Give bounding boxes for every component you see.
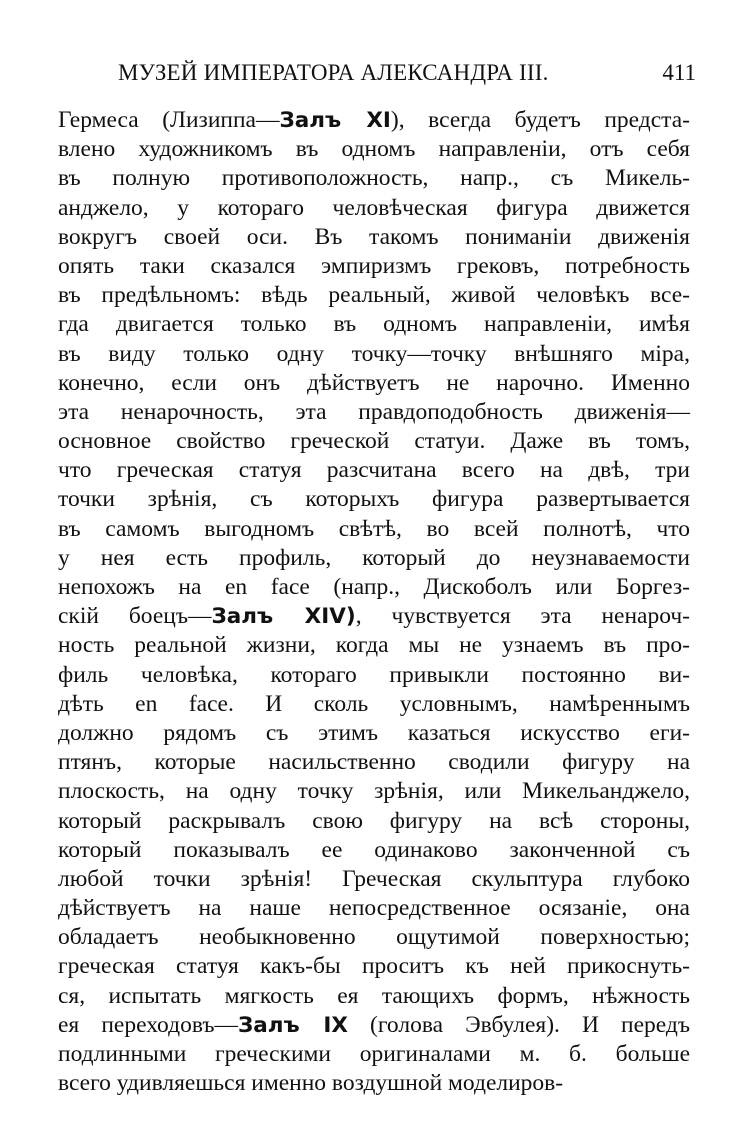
text-line	[58, 398, 690, 427]
text-run: обладаетъ необыкновенно ощутимой поверхностью;	[58, 924, 690, 951]
text-run: что греческая статуя разсчитана всего на двѣ, три	[58, 457, 690, 484]
text-line	[58, 923, 690, 952]
text-run: вокругъ своей оси. Въ такомъ пониманіи движенія	[58, 223, 690, 250]
text-run: ность реальной жизни, когда мы не узнаемъ въ про-	[58, 632, 690, 659]
text-line	[58, 485, 690, 514]
text-run: который показывалъ ее одинаково законченной съ	[58, 836, 690, 863]
text-line	[58, 748, 690, 777]
text-line	[58, 573, 690, 602]
text-line	[58, 690, 690, 719]
text-run: подлинными греческими оригиналами м. б. больше	[58, 1041, 690, 1067]
text-line	[58, 952, 690, 981]
text-line	[58, 340, 690, 369]
text-run: ), всегда будетъ предста-	[390, 107, 690, 133]
text-run: дѣйствуетъ на наше непосредственное осязаніе, она	[58, 895, 690, 922]
text-run: въ предѣльномъ: вѣдь реальный, живой человѣкъ все-	[58, 282, 690, 309]
running-head: МУЗЕЙ ИМПЕРАТОРА АЛЕКСАНДРА III.	[118, 60, 549, 85]
text-line	[58, 719, 690, 748]
text-run: ся, испытать мягкость ея тающихъ формъ, нѣжность	[58, 982, 690, 1009]
text-run: скій боецъ—	[58, 603, 212, 630]
text-line	[58, 223, 690, 252]
text-line	[58, 894, 690, 923]
text-run: должно рядомъ съ этимъ казаться искусство еги-	[58, 719, 690, 746]
text-run: анджело, у котораго человѣческая фигура движется	[58, 194, 690, 221]
text-line	[58, 164, 690, 193]
text-line	[58, 865, 690, 894]
text-line	[58, 135, 690, 164]
text-run: любой точки зрѣнія! Греческая скульптура глубоко	[58, 865, 690, 892]
hall-reference: Залъ XIV)	[211, 604, 356, 630]
text-line	[58, 1040, 690, 1069]
text-run: ея переходовъ—	[58, 1011, 238, 1038]
text-run: плоскость, на одну точку зрѣнія, или Микельанджело,	[58, 778, 690, 805]
text-run: эта ненарочность, эта правдоподобность движенія—	[58, 398, 690, 425]
text-line	[58, 602, 690, 631]
text-line	[58, 456, 690, 485]
text-line	[58, 106, 690, 135]
text-run: опять таки сказался эмпиризмъ грековъ, потребность	[58, 252, 690, 279]
text-line	[58, 427, 690, 456]
text-run: въ виду только одну точку—точку внѣшняго міра,	[58, 340, 690, 367]
text-run: основное свойство греческой статуи. Даже въ томъ,	[58, 428, 690, 455]
text-line	[58, 631, 690, 660]
text-line	[58, 544, 690, 573]
text-run: влено художникомъ въ одномъ направленіи, отъ себя	[58, 136, 690, 163]
hall-reference: Залъ XI	[279, 108, 391, 133]
text-run: Гермеса (Лизиппа—	[58, 107, 280, 133]
text-line	[58, 194, 690, 223]
hall-reference: Залъ IX	[238, 1012, 348, 1038]
text-run: всего удивляешься именно воздушной моделиров-	[58, 1070, 564, 1097]
text-run: точки зрѣнія, съ которыхъ фигура развертывается	[58, 486, 690, 513]
body-text	[58, 106, 690, 1098]
text-line	[58, 310, 690, 339]
text-run: греческая статуя какъ-бы проситъ къ ней прикоснуть-	[58, 953, 690, 980]
text-run: филь человѣка, котораго привыкли постоянно ви-	[58, 661, 690, 688]
text-run: конечно, если онъ дѣйствуетъ не нарочно. Именно	[58, 369, 690, 396]
text-line	[58, 836, 690, 865]
text-run: (голова Эвбулея). И передъ	[347, 1011, 691, 1038]
text-line	[58, 807, 690, 836]
page-number: 411	[662, 60, 696, 85]
text-line	[58, 1011, 690, 1040]
text-run: , чувствуется эта ненароч-	[355, 603, 691, 630]
text-line	[58, 515, 690, 544]
text-run: у нея есть профиль, который до неузнаваемости	[58, 544, 690, 571]
text-run: птянъ, которые насильственно сводили фигуру на	[58, 749, 690, 776]
text-line	[58, 252, 690, 281]
text-run: непохожъ на en face (напр., Дискоболъ или Боргез-	[58, 574, 690, 600]
text-run: гда двигается только въ одномъ направленіи, имѣя	[58, 311, 690, 338]
text-run: дѣть en face. И сколь условнымъ, намѣреннымъ	[58, 690, 690, 717]
text-line	[58, 777, 690, 806]
text-line	[58, 982, 690, 1011]
text-line	[58, 369, 690, 398]
text-run: въ самомъ выгодномъ свѣтѣ, во всей полнотѣ, что	[58, 515, 690, 542]
text-line	[58, 661, 690, 690]
page-header	[118, 60, 696, 92]
text-line	[58, 281, 690, 310]
text-run: который раскрывалъ свою фигуру на всѣ стороны,	[58, 807, 690, 834]
text-line	[58, 1069, 690, 1098]
text-run: въ полную противоположность, напр., съ Микель-	[58, 165, 690, 192]
